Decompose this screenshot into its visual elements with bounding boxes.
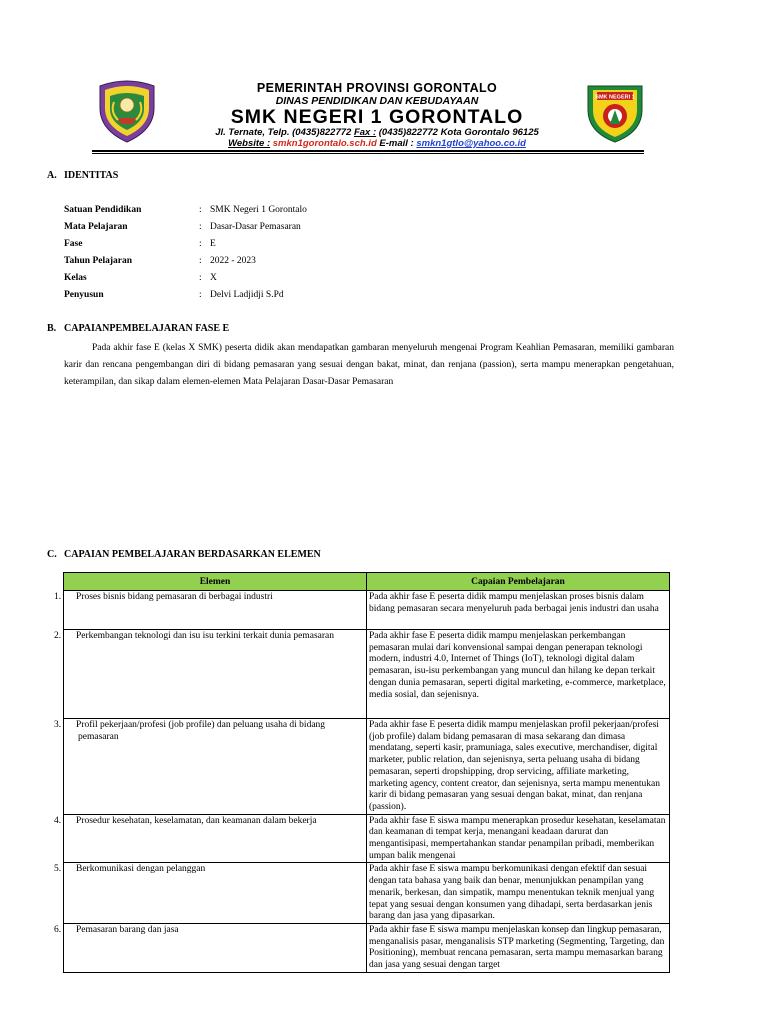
- column-header-elemen: Elemen: [64, 573, 367, 591]
- letterhead-address: Jl. Ternate, Telp. (0435)822772 Fax : (0435)822772 Kota Gorontalo 96125: [215, 127, 539, 138]
- capaian-cell: Pada akhir fase E peserta didik mampu menjelaskan profil pekerjaan/profesi (job profile) dalam bidang pemasaran di masa sekarang dan dimasa mendatang, seperti kasir, pramuniaga, sales executive, merchandiser, digital marketer, public relation, dan sejenisnya, serta peluang usaha di bidang pemasaran, seperti dropshipping, drop servicing, affiliate marketing, marketing agency, content creator, dan sejenisnya, serta mampu menentukan karir di bidang pemasaran yang sesuai dengan bakat, minat, dan renjana (passion).: [367, 719, 670, 815]
- letterhead-agency: DINAS PENDIDIKAN DAN KEBUDAYAAN: [275, 95, 479, 107]
- gorontalo-province-emblem-icon: [96, 78, 158, 144]
- section-c-heading: C. CAPAIAN PEMBELAJARAN BERDASARKAN ELEMEN: [47, 549, 321, 560]
- table-row: [64, 814, 670, 863]
- letterhead-contacts: [172, 138, 582, 149]
- capaian-cell: Pada akhir fase E siswa mampu menjelaskan konsep dan lingkup pemasaran, menganalisis pasar, menganalisis STP marketing (Segmenting, Targeting, dan Positioning), membuat rencana pemasaran, serta mampu memasarkan barang dan jasa yang sesuai dengan target: [367, 923, 670, 972]
- table-row: [64, 863, 670, 924]
- column-header-capaian: Capaian Pembelajaran: [367, 573, 670, 591]
- table-row: [64, 591, 670, 630]
- elemen-cell: 1. Proses bisnis bidang pemasaran di berbagai industri: [64, 591, 367, 630]
- letterhead-divider: [92, 150, 644, 154]
- fax-label: Fax :: [353, 127, 377, 138]
- website-label: Website :: [228, 138, 271, 149]
- capaian-cell: Pada akhir fase E siswa mampu menerapkan prosedur kesehatan, keselamatan dan keamanan di tempat kerja, menangani keadaan darurat dan mengantisipasi, mempertahankan standar penampilan pribadi, memberikan umpan balik mengenai: [367, 814, 670, 863]
- table-row: [64, 923, 670, 972]
- website-link[interactable]: smkn1gorontalo.sch.id: [270, 138, 377, 149]
- section-a-heading: A. IDENTITAS: [47, 170, 119, 181]
- svg-text:SMK NEGERI 1: SMK NEGERI 1: [595, 94, 635, 101]
- document-page: PEMERINTAH PROVINSI GORONTALO DINAS PENDIDIKAN DAN KEBUDAYAAN SMK NEGERI 1 GORONTALO Jl. Ternate, Telp. (0435)822772 Fax : (0435)822772 Kota Gorontalo 96125 Website : smkn1gorontalo.sch.id E-mail : smkn1gtlo@yahoo.co.id SMK NEGERI 1 A. IDENTITAS Satuan Pendidikan : SMK Negeri 1 Gorontalo Mata Pelajaran : Dasar-Dasar Pemasaran Fase : E Tahun Pelajaran : 2022 - 2023 Kelas : X Penyusun : Delvi Ladjidji S.Pd B. CAPAIANPEMBELAJARAN FASE E Pada akhir fase E (kelas X SMK) peserta didik akan mendapatkan gambaran menyeluruh mengenai Program Keahlian Pemasaran, memiliki gambaran karir dan rencana pengembangan diri di bidang pemasaran yang sesuai dengan bakat, minat, dan renjana (passion), serta mampu menerapkan pengetahuan, keterampilan, dan sikap dalam elemen-elemen Mata Pelajaran Dasar-Dasar Pemasaran C. CAPAIAN PEMBELAJARAN BERDASARKAN ELEMEN Elemen Capaian Pembelajaran 1. Proses bisnis bidang pemasaran di berbagai industri Pada akhir fase E peserta didik mampu menjelaskan proses bisnis dalam bidang pemasaran secara menyeluruh pada berbagai jenis industri dan usaha 2. Perkembangan teknologi dan isu isu terkini terkait dunia pemasaran Pada akhir fase E peserta didik mampu menjelaskan perkembangan pemasaran mulai dari konvensional sampai dengan penerapan teknologi modern, industri 4.0, Internet of Things (IoT), teknologi digital dalam pemasaran, isu-isu perkembangan yang muncul dan hilang ke depan terkait dengan dunia pemasaran, seperti digital marketing, e-commerce, marketplace, media sosial, dan sejenisnya. 3. Profil pekerjaan/profesi (job profile) dan peluang usaha di bidang pemasaran Pada akhir fase E peserta didik mampu menjelaskan profil pekerjaan/profesi (job profile) dalam bidang pemasaran di masa sekarang dan dimasa mendatang, seperti kasir, pramuniaga, sales executive, merchandiser, digital marketer, public relation, dan sejenisnya, serta peluang usaha di bidang pemasaran, seperti dropshipping, drop servicing, affiliate marketing, marketing agency, content creator, dan sejenisnya, serta mampu menentukan karir di bidang pemasaran yang sesuai dengan bakat, minat, dan renjana (passion). 4. Prosedur kesehatan, keselamatan, dan keamanan dalam bekerja Pada akhir fase E siswa mampu menerapkan prosedur kesehatan, keselamatan dan keamanan di tempat kerja, menangani keadaan darurat dan mengantisipasi, mempertahankan standar penampilan pribadi, memberikan umpan balik mengenai 5. Berkomunikasi dengan pelanggan Pada akhir fase E siswa mampu berkomunikasi dengan efektif dan sesuai dengan tata bahasa yang baik dan benar, menunjukkan penampilan yang menarik, berkesan, dan simpatik, mampu menentukan teknik menjual yang tepat yang sesuai dengan konsumen yang dihadapi, serta berdasarkan jenis barang dan jasa yang dipasarkan. 6. Pemasaran barang dan jasa Pada akhir fase E siswa mampu menjelaskan konsep dan lingkup pemasaran, menganalisis pasar, menganalisis STP marketing (Segmenting, Targeting, dan Positioning), membuat rencana pemasaran, serta mampu memasarkan barang dan jasa yang sesuai dengan target: [0, 0, 768, 1024]
- elemen-cell: 4. Prosedur kesehatan, keselamatan, dan keamanan dalam bekerja: [64, 814, 367, 863]
- elemen-cell: 5. Berkomunikasi dengan pelanggan: [64, 863, 367, 924]
- letterhead-text: [172, 81, 582, 149]
- capaian-cell: Pada akhir fase E peserta didik mampu menjelaskan proses bisnis dalam bidang pemasaran secara menyeluruh pada berbagai jenis industri dan usaha: [367, 591, 670, 630]
- elemen-cell: 6. Pemasaran barang dan jasa: [64, 923, 367, 972]
- smk-negeri-1-logo-icon: [582, 80, 648, 144]
- letterhead: [92, 78, 652, 154]
- section-b-heading: B. CAPAIANPEMBELAJARAN FASE E: [47, 323, 230, 334]
- section-b-paragraph: Pada akhir fase E (kelas X SMK) peserta didik akan mendapatkan gambaran menyeluruh mengenai Program Keahlian Pemasaran, memiliki gambaran karir dan rencana pengembangan diri di bidang pemasaran yang sesuai dengan bakat, minat, dan renjana (passion), serta mampu menerapkan pengetahuan, keterampilan, dan sikap dalam elemen-elemen Mata Pelajaran Dasar-Dasar Pemasaran: [64, 343, 674, 387]
- email-label: E-mail :: [376, 138, 417, 149]
- elemen-cell: 3. Profil pekerjaan/profesi (job profile) dan peluang usaha di bidang pemasaran: [64, 719, 367, 815]
- email-link[interactable]: smkn1gtlo@yahoo.co.id: [416, 138, 526, 149]
- capaian-cell: Pada akhir fase E siswa mampu berkomunikasi dengan efektif dan sesuai dengan tata bahasa yang baik dan benar, menunjukkan penampilan yang menarik, berkesan, dan simpatik, mampu menentukan teknik menjual yang tepat yang sesuai dengan konsumen yang dihadapi, serta berdasarkan jenis barang dan jasa yang dipasarkan.: [367, 863, 670, 924]
- elemen-cell: 2. Perkembangan teknologi dan isu isu terkini terkait dunia pemasaran: [64, 630, 367, 719]
- table-row: [64, 719, 670, 815]
- table-header-row: [64, 573, 670, 591]
- learning-outcomes-table: [54, 572, 670, 973]
- capaian-cell: Pada akhir fase E peserta didik mampu menjelaskan perkembangan pemasaran mulai dari konvensional sampai dengan penerapan teknologi modern, industri 4.0, Internet of Things (IoT), teknologi digital dalam pemasaran, isu-isu perkembangan yang muncul dan hilang ke depan terkait dengan dunia pemasaran, seperti digital marketing, e-commerce, marketplace, media sosial, dan sejenisnya.: [367, 630, 670, 719]
- table-row: [64, 630, 670, 719]
- letterhead-school-name: SMK NEGERI 1 GORONTALO: [230, 106, 524, 128]
- letterhead-government: PEMERINTAH PROVINSI GORONTALO: [256, 81, 498, 95]
